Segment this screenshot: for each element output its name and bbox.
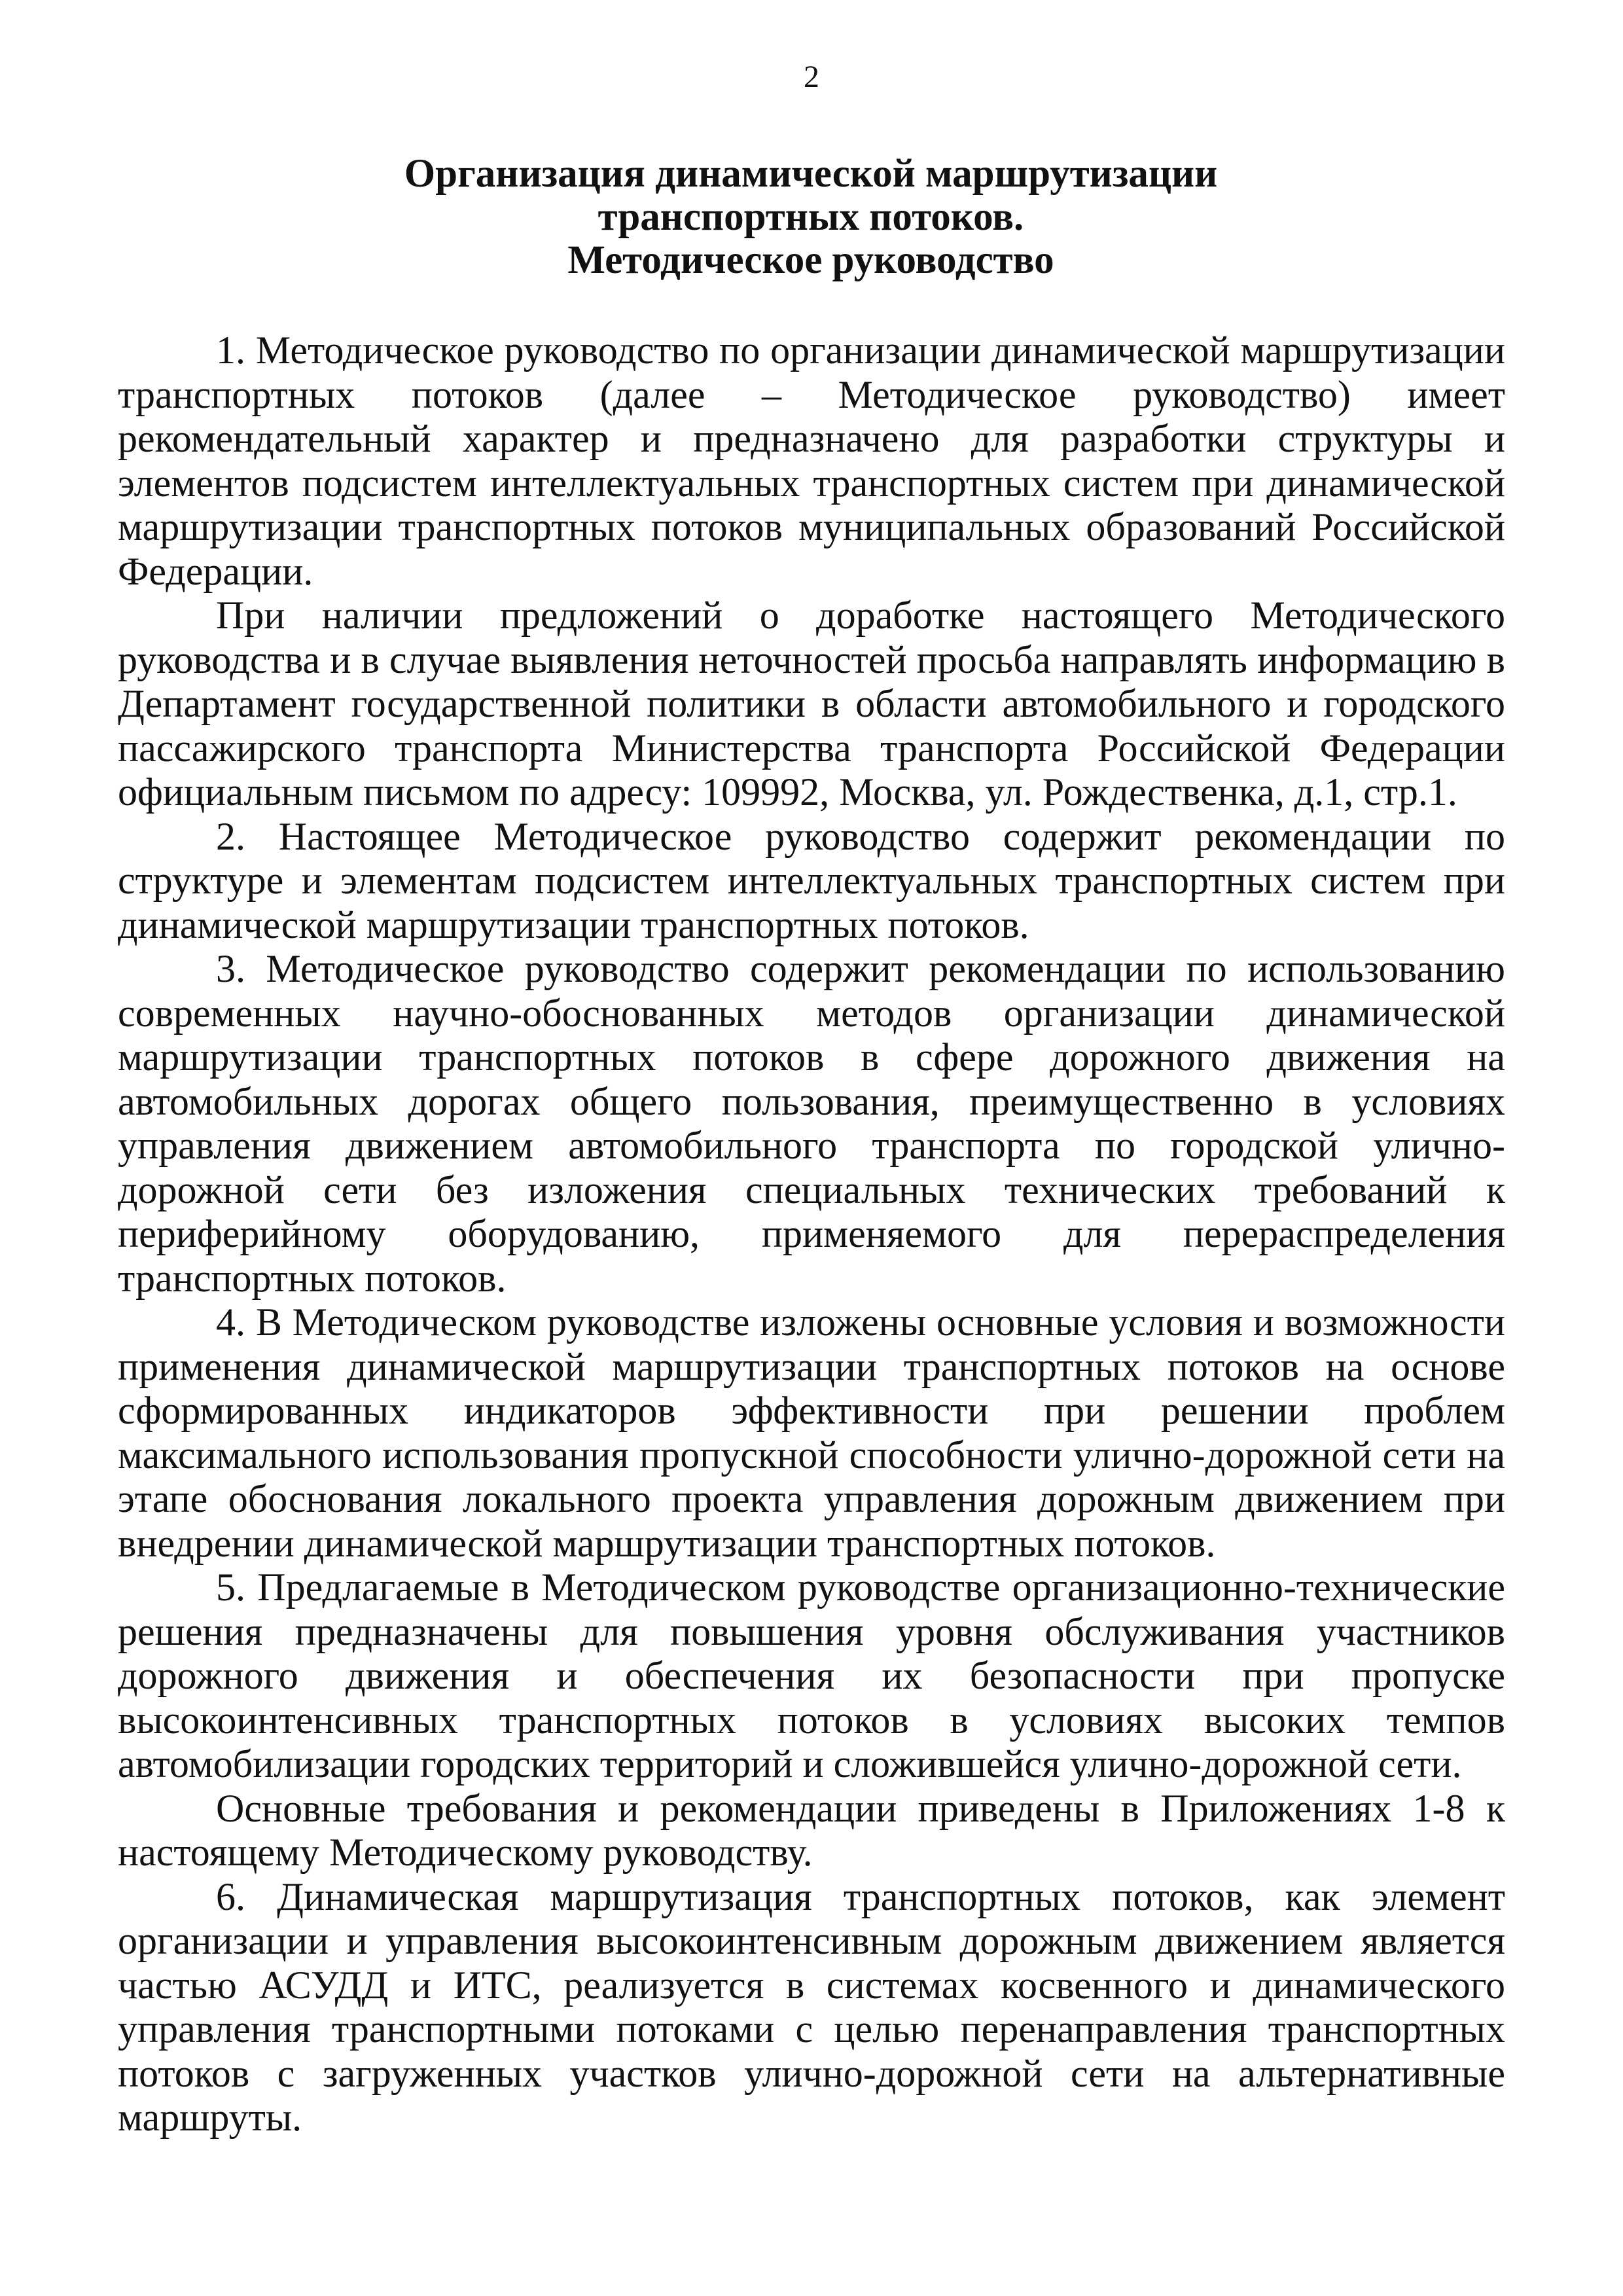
paragraph-2: 2. Настоящее Методическое руководство содержит рекомендации по структуре и элементам подсистем интеллектуальных транспортных систем при динамической маршрутизации транспортных потоков. bbox=[118, 814, 1505, 946]
paragraph-6: 6. Динамическая маршрутизация транспортных потоков, как элемент организации и управления высокоинтенсивным дорожным движением является частью АСУДД и ИТС, реализуется в системах косвенного и динамического управления транспортными потоками с целью перенаправления транспортных потоков с загруженных участков улично-дорожной сети на альтернативные маршруты. bbox=[118, 1874, 1505, 2139]
title-line-1: Организация динамической маршрутизации bbox=[404, 152, 1218, 196]
paragraph-5: 5. Предлагаемые в Методическом руководстве организационно-технические решения предназначены для повышения уровня обслуживания участников дорожного движения и обеспечения их безопасности при пропуске высокоинтенсивных транспортных потоков в условиях высоких темпов автомобилизации городских территорий и сложившейся улично-дорожной сети. bbox=[118, 1566, 1505, 1785]
paragraph-1: 1. Методическое руководство по организации динамической маршрутизации транспортных потоков (далее – Методическое руководство) имеет рекомендательный характер и предназначено для разработки структуры и элементов подсистем интеллектуальных транспортных систем при динамической маршрутизации транспортных потоков муниципальных образований Российской Федерации. bbox=[118, 329, 1505, 593]
document-title bbox=[116, 152, 1505, 282]
paragraph-3: 3. Методическое руководство содержит рекомендации по использованию современных научно-обоснованных методов организации динамической маршрутизации транспортных потоков в сфере дорожного движения на автомобильных дорогах общего пользования, преимущественно в условиях управления движением автомобильного транспорта по городской улично-дорожной сети без изложения специальных технических требований к периферийному оборудованию, применяемого для перераспределения транспортных потоков. bbox=[118, 947, 1505, 1300]
paragraph-4: 4. В Методическом руководстве изложены основные условия и возможности применения динамической маршрутизации транспортных потоков на основе сформированных индикаторов эффективности при решении проблем максимального использования пропускной способности улично-дорожной сети на этапе обоснования локального проекта управления дорожным движением при внедрении динамической маршрутизации транспортных потоков. bbox=[118, 1300, 1505, 1565]
title-line-2: транспортных потоков. bbox=[597, 195, 1024, 239]
paragraph-feedback: При наличии предложений о доработке настоящего Методического руководства и в случае выявления неточностей просьба направлять информацию в Департамент государственной политики в области автомобильного и городского пассажирского транспорта Министерства транспорта Российской Федерации официальным письмом по адресу: 109992, Москва, ул. Рождественка, д.1, стр.1. bbox=[118, 594, 1505, 814]
paragraph-appendices: Основные требования и рекомендации приведены в Приложениях 1-8 к настоящему Методическому руководству. bbox=[118, 1786, 1505, 1874]
document-body bbox=[118, 329, 1505, 2140]
page-number: 2 bbox=[804, 60, 819, 94]
title-line-3: Методическое руководство bbox=[567, 238, 1054, 282]
